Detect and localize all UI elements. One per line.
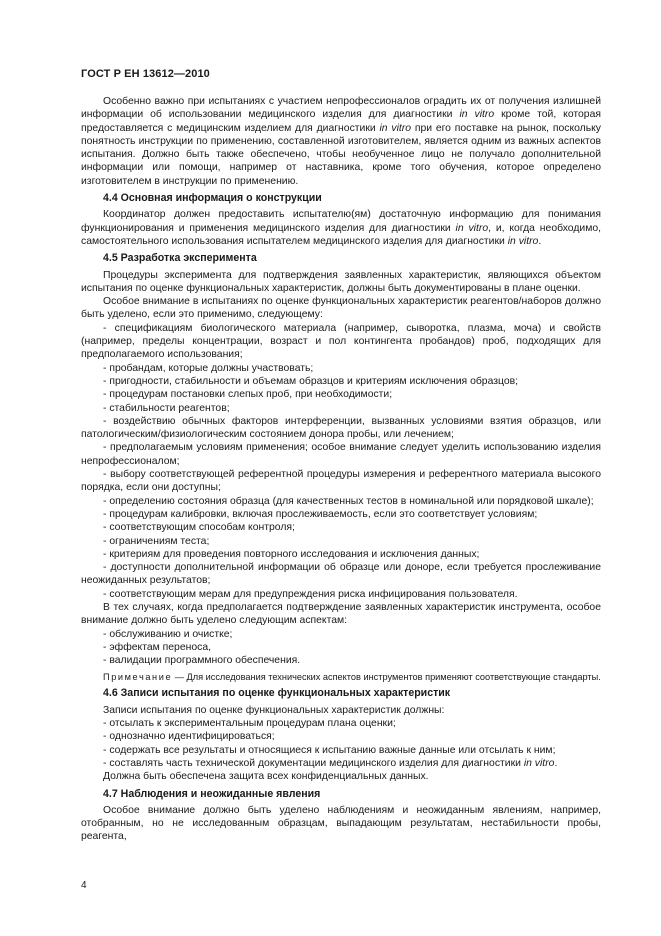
list-item: - воздействию обычных факторов интерференции, вызванных условиями взятия образцов, или патологическим/физиологическим состоянием донора пробы, или лечением; — [81, 415, 601, 441]
list-item: - доступности дополнительной информации об образце или доноре, если требуется прослеживание неожиданных результатов; — [81, 562, 601, 587]
list-item: - составлять часть технической документации медицинского изделия для диагностики in vitro. — [103, 757, 558, 769]
section-4-6-paragraph-1: Записи испытания по оценке функциональных характеристик должны: — [103, 704, 445, 716]
intro-paragraph: Особенно важно при испытаниях с участием непрофессионалов оградить их от получения излишней информации об использовании медицинского изделия для диагностики in vitro кроме той, которая предоставляется с медицинским изделием для диагностики in vitro при его поставке на рынок, поскольку понятность инструкции по применению, составленной изготовителем, является одним из важных аспектов испытания. Должно быть также обеспечено, чтобы необученное лицо не получало дополнительной информации или помощи, например от наставника, кроме того обучения, которое определено изготовителем в инструкции по применению. — [81, 96, 602, 187]
list-item: - соответствующим мерам для предупреждения риска инфицирования пользователя. — [103, 588, 518, 600]
section-4-4-heading: 4.4 Основная информация о конструкции — [103, 192, 322, 205]
list-item: - процедурам постановки слепых проб, при необходимости; — [103, 389, 393, 401]
section-4-6-heading: 4.6 Записи испытания по оценке функциональных характеристик — [103, 687, 451, 700]
list-item: - содержать все результаты и относящиеся к испытанию важные данные или отсылать к ним; — [103, 744, 556, 756]
section-4-5-paragraph-1: Процедуры эксперимента для подтверждения заявленных характеристик, являющихся объектом испытания по оценке функциональных характеристик, должны быть документированы в плане оценки. — [81, 269, 601, 294]
note-text: — Для исследования технических аспектов инструментов применяют соответствующие стандарты. — [174, 672, 601, 683]
list-item: - выбору соответствующей референтной процедуры измерения и референтного материала высокого порядка, если они доступны; — [81, 469, 601, 494]
list-item: - пробандам, которые должны участвовать; — [103, 362, 314, 374]
list-item: - предполагаемым условиям применения; особое внимание следует уделить использованию изделия непрофессионалом; — [81, 442, 601, 467]
list-item: - отсылать к экспериментальным процедурам плана оценки; — [103, 718, 396, 730]
note-label: Примечание — [103, 672, 173, 683]
section-4-5-heading: 4.5 Разработка эксперимента — [103, 252, 257, 265]
list-item: - эффектам переноса, — [103, 641, 211, 653]
section-4-6-paragraph-2: Должна быть обеспечена защита всех конфиденциальных данных. — [103, 771, 429, 783]
list-item: - спецификациям биологического материала (например, сыворотка, плазма, моча) и свойств (например, пределы концентрации, возраст и пол контингента пробандов) проб, подходящих для предполагаемого использования; — [81, 322, 601, 361]
list-item: - обслуживанию и очистке; — [103, 628, 233, 640]
list-item: - валидации программного обеспечения. — [103, 655, 301, 667]
list-item: - определению состояния образца (для качественных тестов в номинальной или порядковой шкале); — [103, 495, 594, 507]
list-item: - стабильности реагентов; — [103, 402, 230, 414]
list-item: - процедурам калибровки, включая прослеживаемость, если это соответствует условиям; — [103, 508, 538, 520]
list-item: - однозначно идентифицироваться; — [103, 731, 275, 743]
list-item: - соответствующим способам контроля; — [103, 522, 295, 534]
section-4-4-paragraph: Координатор должен предоставить испытателю(ям) достаточную информацию для понимания функционирования и применения медицинского изделия для диагностики in vitro, и, когда необходимо, самостоятельного использования испытателем медицинского изделия для диагностики in vitro. — [81, 209, 602, 247]
section-4-7-paragraph: Особое внимание должно быть уделено наблюдениям и неожиданным явлениям, например, отобранным, но не исследованным образцам, выпадающим результатам, нестабильности пробы, реагента, — [81, 804, 601, 843]
section-4-5-paragraph-2: Особое внимание в испытаниях по оценке функциональных характеристик реагентов/наборов должно быть уделено, если это применимо, следующему: — [81, 296, 601, 321]
section-4-7-heading: 4.7 Наблюдения и неожиданные явления — [103, 787, 321, 800]
page-content — [81, 95, 601, 844]
list-item: - ограничениям теста; — [103, 535, 210, 547]
page-header: ГОСТ Р ЕН 13612—2010 — [81, 68, 210, 80]
section-4-5-paragraph-3: В тех случаях, когда предполагается подтверждение заявленных характеристик инструмента, особое внимание должно быть уделено следующим аспектам: — [81, 601, 601, 627]
note — [81, 671, 601, 683]
list-item: - пригодности, стабильности и объемам образцов и критериям исключения образцов; — [103, 375, 519, 387]
page-number: 4 — [81, 880, 87, 891]
list-item: - критериям для проведения повторного исследования и исключения данных; — [103, 548, 480, 560]
